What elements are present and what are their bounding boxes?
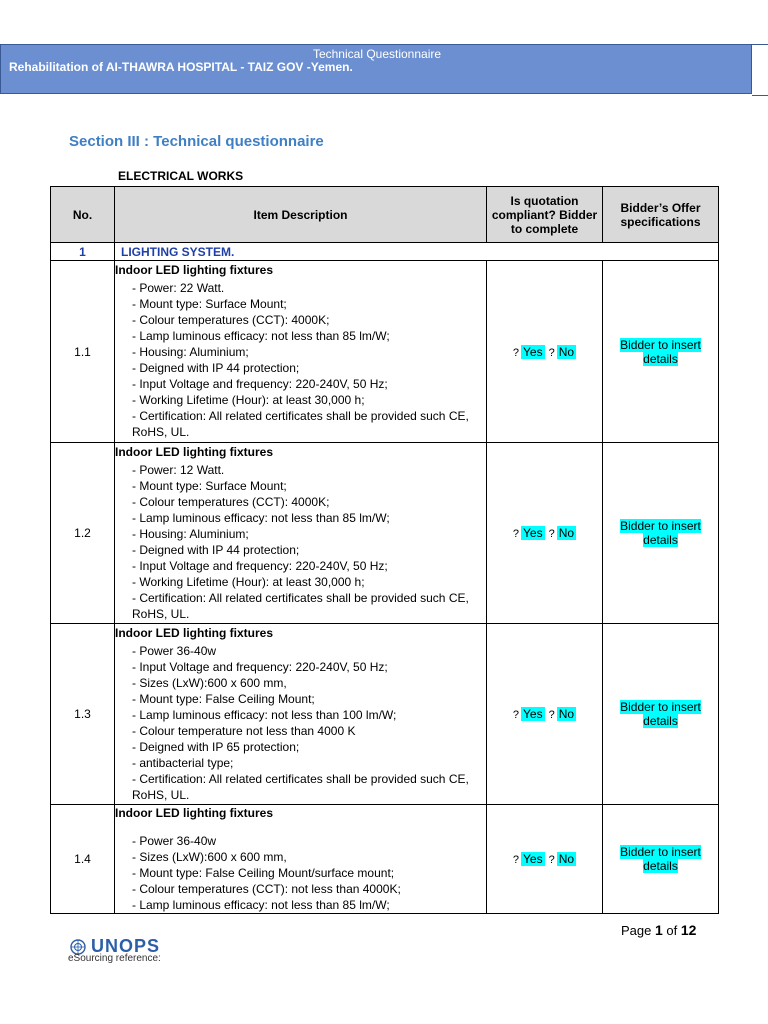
- logo-text: UNOPS: [91, 936, 161, 956]
- section-title: Section III : Technical questionnaire: [69, 133, 324, 150]
- yes-option-label: Yes: [523, 852, 543, 866]
- page-label: Page: [621, 923, 652, 938]
- spec-item: - Certification: All related certificates shall be provided such CE, RoHS, UL.: [132, 409, 469, 439]
- spec-item: - Deigned with IP 44 protection;: [132, 361, 300, 375]
- page-number: [621, 922, 696, 938]
- item-number: 1.1: [51, 261, 115, 443]
- spec-item: - Colour temperature not less than 4000 K: [132, 723, 356, 738]
- checkbox-icon[interactable]: ?: [548, 854, 555, 866]
- checkbox-icon[interactable]: ?: [512, 528, 520, 540]
- offer-placeholder: Bidder to insert details: [620, 845, 701, 873]
- spec-item: - Lamp luminous efficacy: not less than 85 lm/W;: [132, 329, 390, 343]
- offer-placeholder: Bidder to insert details: [620, 519, 701, 547]
- item-title: Indoor LED lighting fixtures: [115, 444, 273, 459]
- no-option[interactable]: [549, 345, 576, 359]
- spec-item: - Input Voltage and frequency: 220-240V, 50 Hz;: [132, 659, 388, 674]
- spec-item: - Working Lifetime (Hour): at least 30,000 h;: [132, 574, 365, 589]
- works-title: ELECTRICAL WORKS: [118, 169, 244, 183]
- spec-list: [115, 462, 486, 622]
- yes-option[interactable]: [513, 345, 545, 359]
- questionnaire-table: [50, 186, 719, 914]
- spec-item: - Power 36-40w: [132, 643, 217, 658]
- spec-item: - Mount type: Surface Mount;: [132, 478, 287, 493]
- yes-option[interactable]: [513, 707, 545, 721]
- spec-item: - Sizes (LxW):600 x 600 mm,: [132, 849, 287, 864]
- yes-option[interactable]: [513, 852, 545, 866]
- esourcing-reference: eSourcing reference:: [68, 953, 161, 964]
- spec-item: - Lamp luminous efficacy: not less than 85 lm/W;: [132, 510, 390, 525]
- spec-item: - Colour temperatures (CCT): 4000K;: [132, 494, 330, 509]
- spec-item: - Input Voltage and frequency: 220-240V, 50 Hz;: [132, 377, 388, 391]
- spec-item: - Mount type: False Ceiling Mount;: [132, 691, 315, 706]
- table-row: [51, 443, 719, 624]
- checkbox-icon[interactable]: ?: [548, 528, 555, 540]
- item-number: 1.2: [51, 443, 115, 624]
- spec-item: - Colour temperatures (CCT): not less than 4000K;: [132, 881, 401, 896]
- offer-cell[interactable]: [603, 624, 719, 805]
- spec-item: - Certification: All related certificates shall be provided such CE, RoHS, UL.: [132, 590, 469, 621]
- offer-cell[interactable]: [603, 443, 719, 624]
- section-name: LIGHTING SYSTEM.: [115, 243, 719, 261]
- checkbox-icon[interactable]: ?: [512, 709, 520, 721]
- spec-list: [115, 643, 486, 803]
- page-of: of: [666, 923, 678, 938]
- spec-item: - Colour temperatures (CCT): 4000K;: [132, 313, 330, 327]
- item-number: 1.3: [51, 624, 115, 805]
- header-subtitle: Rehabilitation of AI-THAWRA HOSPITAL - TAIZ GOV -Yemen.: [9, 60, 353, 74]
- checkbox-icon[interactable]: ?: [512, 854, 520, 866]
- offer-cell[interactable]: [603, 805, 719, 914]
- no-option-label: No: [558, 526, 575, 540]
- item-title: Indoor LED lighting fixtures: [115, 805, 273, 820]
- no-option[interactable]: [549, 852, 576, 866]
- header-title: Technical Questionnaire: [312, 47, 442, 61]
- section-row: [51, 243, 719, 261]
- spec-item: - Lamp luminous efficacy: not less than 100 lm/W;: [132, 707, 397, 722]
- compliance-cell: [487, 805, 603, 914]
- no-option[interactable]: [549, 526, 576, 540]
- no-option[interactable]: [549, 707, 576, 721]
- item-title: Indoor LED lighting fixtures: [115, 625, 273, 640]
- document-header: [0, 44, 752, 94]
- header-offer: Bidder’s Offer specifications: [603, 187, 719, 243]
- spec-item: - Lamp luminous efficacy: not less than 85 lm/W;: [132, 897, 390, 912]
- table-row: [51, 261, 719, 443]
- spec-item: - Housing: Aluminium;: [132, 526, 249, 541]
- spec-list: [115, 833, 486, 913]
- item-description: [115, 261, 487, 443]
- spec-item: - Power: 22 Watt.: [132, 281, 225, 295]
- spec-item: - Mount type: False Ceiling Mount/surface mount;: [132, 865, 395, 880]
- yes-option-label: Yes: [523, 344, 543, 359]
- spec-item: - Input Voltage and frequency: 220-240V, 50 Hz;: [132, 558, 388, 573]
- no-option-label: No: [558, 344, 575, 359]
- page-total: 12: [680, 922, 697, 938]
- spec-list: [115, 280, 486, 440]
- spec-item: - Housing: Aluminium;: [132, 345, 249, 359]
- item-description: [115, 805, 487, 914]
- offer-cell[interactable]: [603, 261, 719, 443]
- spec-item: - antibacterial type;: [132, 755, 234, 770]
- compliance-cell: [487, 261, 603, 443]
- table-row: [51, 624, 719, 805]
- checkbox-icon[interactable]: ?: [548, 709, 555, 721]
- item-description: [115, 443, 487, 624]
- section-number: 1: [51, 243, 115, 261]
- spec-item: - Sizes (LxW):600 x 600 mm,: [132, 675, 287, 690]
- item-title: Indoor LED lighting fixtures: [115, 263, 273, 277]
- header-compliant: Is quotation compliant? Bidder to complete: [487, 187, 603, 243]
- header-description: Item Description: [115, 187, 487, 243]
- spec-item: - Power 36-40w: [132, 833, 217, 848]
- header-cap: [752, 44, 768, 96]
- header-no: No.: [51, 187, 115, 243]
- item-number: 1.4: [51, 805, 115, 914]
- spec-item: - Certification: All related certificates shall be provided such CE, RoHS, UL.: [132, 771, 469, 802]
- item-description: [115, 624, 487, 805]
- spec-item: - Power: 12 Watt.: [132, 462, 225, 477]
- compliance-cell: [487, 443, 603, 624]
- table-row: [51, 805, 719, 914]
- no-option-label: No: [558, 852, 575, 866]
- compliance-cell: [487, 624, 603, 805]
- yes-option[interactable]: [513, 526, 545, 540]
- offer-placeholder: Bidder to insert details: [620, 337, 701, 366]
- page-current: 1: [655, 922, 663, 938]
- checkbox-icon[interactable]: ?: [548, 346, 555, 359]
- table-header-row: [51, 187, 719, 243]
- yes-option-label: Yes: [523, 707, 543, 721]
- spec-item: - Mount type: Surface Mount;: [132, 297, 287, 311]
- no-option-label: No: [558, 707, 575, 721]
- spec-item: - Deigned with IP 65 protection;: [132, 739, 300, 754]
- spec-item: - Working Lifetime (Hour): at least 30,000 h;: [132, 393, 365, 407]
- spec-item: - Deigned with IP 44 protection;: [132, 542, 300, 557]
- yes-option-label: Yes: [523, 526, 543, 540]
- checkbox-icon[interactable]: ?: [512, 346, 520, 359]
- offer-placeholder: Bidder to insert details: [620, 700, 701, 728]
